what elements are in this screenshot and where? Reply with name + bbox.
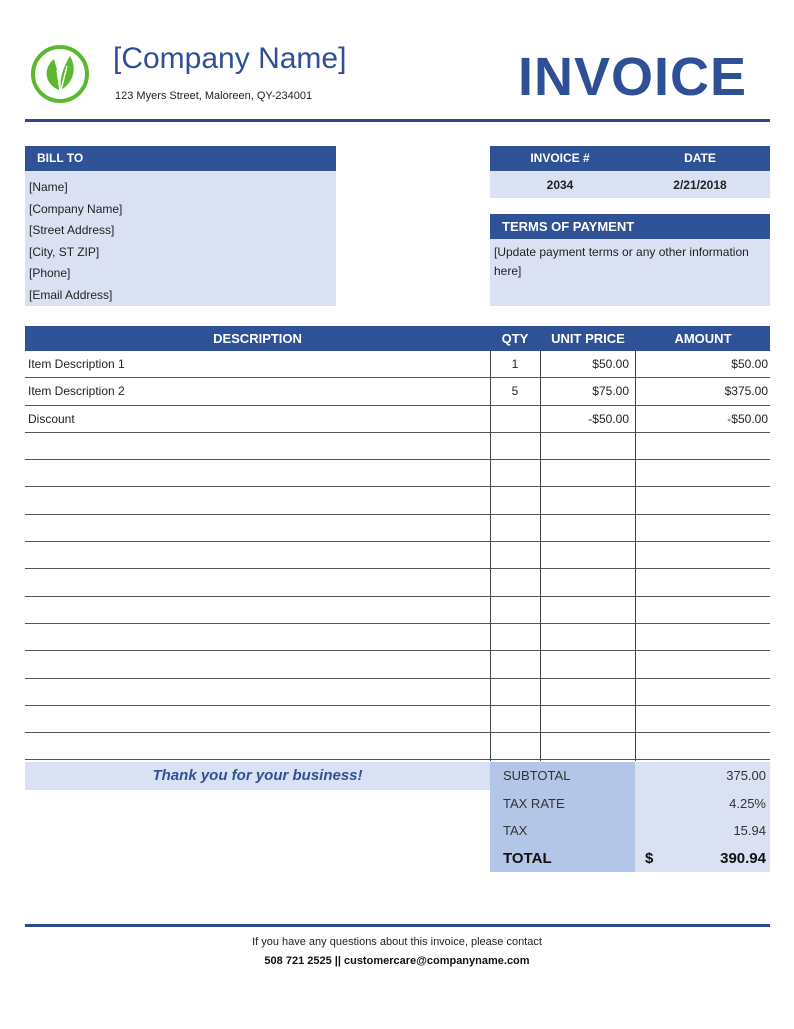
item-amount[interactable]	[636, 651, 770, 677]
table-row	[25, 406, 770, 433]
item-unit-price[interactable]	[540, 679, 633, 705]
item-unit-price[interactable]	[540, 433, 633, 459]
footer-contact-details: 508 721 2525 || customercare@companyname.com	[264, 955, 530, 967]
table-row	[25, 679, 770, 706]
tax-rate-label: TAX RATE	[503, 795, 565, 811]
thanks-banner	[25, 762, 490, 790]
footer-contact-note: If you have any questions about this invoice, please contact	[252, 936, 542, 948]
item-qty[interactable]	[490, 733, 540, 759]
table-row	[25, 378, 770, 405]
item-description[interactable]: Item Description 1	[28, 357, 125, 371]
item-amount[interactable]	[636, 542, 770, 568]
item-qty[interactable]	[490, 706, 540, 732]
item-amount[interactable]	[636, 433, 770, 459]
item-qty[interactable]	[490, 679, 540, 705]
item-description[interactable]	[28, 542, 488, 568]
item-amount[interactable]	[636, 733, 770, 759]
item-unit-price[interactable]	[540, 597, 633, 623]
item-qty[interactable]	[490, 406, 540, 432]
terms-text[interactable]: [Update payment terms or any other information here]	[494, 245, 749, 278]
bill-to-phone[interactable]: [Phone]	[29, 266, 71, 280]
table-row	[25, 706, 770, 733]
date-value[interactable]: 2/21/2018	[673, 178, 727, 192]
item-unit-price[interactable]	[540, 706, 633, 732]
item-amount[interactable]: $50.00	[731, 357, 768, 371]
item-unit-price[interactable]: $50.00	[592, 357, 629, 371]
table-row	[25, 542, 770, 569]
invoice-title: INVOICE	[518, 47, 748, 107]
totals-labels	[490, 762, 635, 872]
date-label: DATE	[684, 151, 716, 165]
item-description[interactable]	[28, 679, 488, 705]
item-description[interactable]	[28, 597, 488, 623]
item-qty[interactable]: 5	[511, 384, 519, 399]
table-row	[25, 733, 770, 760]
table-row	[25, 569, 770, 596]
leaf-logo-icon	[30, 44, 90, 104]
column-qty: QTY	[501, 331, 529, 346]
total-currency: $	[645, 849, 654, 867]
subtotal-value: 375.00	[726, 768, 766, 783]
subtotal-label: SUBTOTAL	[503, 768, 571, 783]
item-description[interactable]	[28, 624, 488, 650]
item-description[interactable]	[28, 433, 488, 459]
item-qty[interactable]	[490, 542, 540, 568]
item-qty[interactable]	[490, 597, 540, 623]
item-amount[interactable]	[636, 515, 770, 541]
bill-to-city[interactable]: [City, ST ZIP]	[29, 244, 100, 259]
item-qty[interactable]	[490, 515, 540, 541]
item-unit-price[interactable]	[540, 542, 633, 568]
table-row	[25, 515, 770, 542]
item-amount[interactable]	[636, 569, 770, 595]
item-unit-price[interactable]	[540, 515, 633, 541]
item-amount[interactable]	[636, 597, 770, 623]
bill-to-lines	[29, 177, 122, 306]
invoice-meta-values	[490, 173, 770, 197]
item-amount[interactable]	[636, 624, 770, 650]
item-amount[interactable]	[636, 679, 770, 705]
item-description[interactable]	[28, 488, 488, 514]
item-unit-price[interactable]	[540, 624, 633, 650]
total-label: TOTAL	[503, 849, 552, 867]
item-description[interactable]: Item Description 2	[28, 384, 125, 399]
total-value: 390.94	[720, 849, 766, 867]
company-name: [Company Name]	[113, 42, 347, 75]
company-address: 123 Myers Street, Maloreen, QY-234001	[115, 90, 313, 102]
invoice-meta-header	[490, 146, 770, 171]
items-table-header	[25, 326, 770, 351]
tax-rate-value[interactable]: 4.25%	[729, 795, 766, 811]
item-description[interactable]: Discount	[28, 411, 75, 426]
item-qty[interactable]	[490, 460, 540, 486]
item-unit-price[interactable]: -$50.00	[588, 411, 629, 426]
header-divider	[25, 119, 770, 122]
item-description[interactable]	[28, 460, 488, 486]
footer-divider	[25, 924, 770, 927]
column-unit-price: UNIT PRICE	[551, 331, 625, 346]
table-row	[25, 624, 770, 651]
column-amount: AMOUNT	[674, 331, 732, 346]
terms-section	[490, 214, 770, 306]
bill-to-email[interactable]: [Email Address]	[29, 287, 113, 302]
item-description[interactable]	[28, 733, 488, 759]
tax-value: 15.94	[733, 823, 766, 838]
item-qty[interactable]	[490, 488, 540, 514]
item-description[interactable]	[28, 651, 488, 677]
invoice-number-label: INVOICE #	[530, 151, 590, 165]
bill-to-heading: BILL TO	[25, 146, 336, 171]
item-unit-price[interactable]	[540, 488, 633, 514]
item-unit-price[interactable]: $75.00	[592, 384, 629, 399]
item-unit-price[interactable]	[540, 569, 633, 595]
item-qty[interactable]	[490, 569, 540, 595]
invoice-meta-section	[490, 146, 770, 198]
invoice-number-value[interactable]: 2034	[546, 178, 574, 192]
totals-values	[635, 762, 770, 872]
table-row	[25, 651, 770, 678]
item-amount[interactable]: -$50.00	[727, 411, 768, 426]
table-row	[25, 433, 770, 460]
item-qty[interactable]	[490, 624, 540, 650]
item-description[interactable]	[28, 515, 488, 541]
column-description: DESCRIPTION	[213, 331, 302, 346]
item-qty[interactable]	[490, 651, 540, 677]
table-row	[25, 597, 770, 624]
tax-label: TAX	[503, 823, 528, 838]
item-amount[interactable]: $375.00	[724, 384, 768, 399]
item-amount[interactable]	[636, 706, 770, 732]
bill-to-company[interactable]: [Company Name]	[29, 201, 123, 216]
thanks-message: Thank you for your business!	[152, 767, 363, 784]
qty-column-divider	[490, 351, 491, 761]
terms-heading: TERMS OF PAYMENT	[490, 214, 770, 239]
item-unit-price[interactable]	[540, 460, 633, 486]
item-description[interactable]	[28, 706, 488, 732]
item-amount[interactable]	[636, 488, 770, 514]
table-row	[25, 460, 770, 487]
unit-price-column-divider	[540, 351, 541, 761]
item-unit-price[interactable]	[540, 733, 633, 759]
table-row	[25, 351, 770, 378]
amount-column-divider	[635, 351, 636, 761]
item-unit-price[interactable]	[540, 651, 633, 677]
item-qty[interactable]	[490, 433, 540, 459]
item-amount[interactable]	[636, 460, 770, 486]
item-description[interactable]	[28, 569, 488, 595]
table-row	[25, 488, 770, 515]
bill-to-section	[25, 146, 336, 306]
bill-to-street[interactable]: [Street Address]	[29, 223, 115, 237]
item-qty[interactable]: 1	[511, 357, 519, 371]
bill-to-name[interactable]: [Name]	[29, 180, 68, 194]
